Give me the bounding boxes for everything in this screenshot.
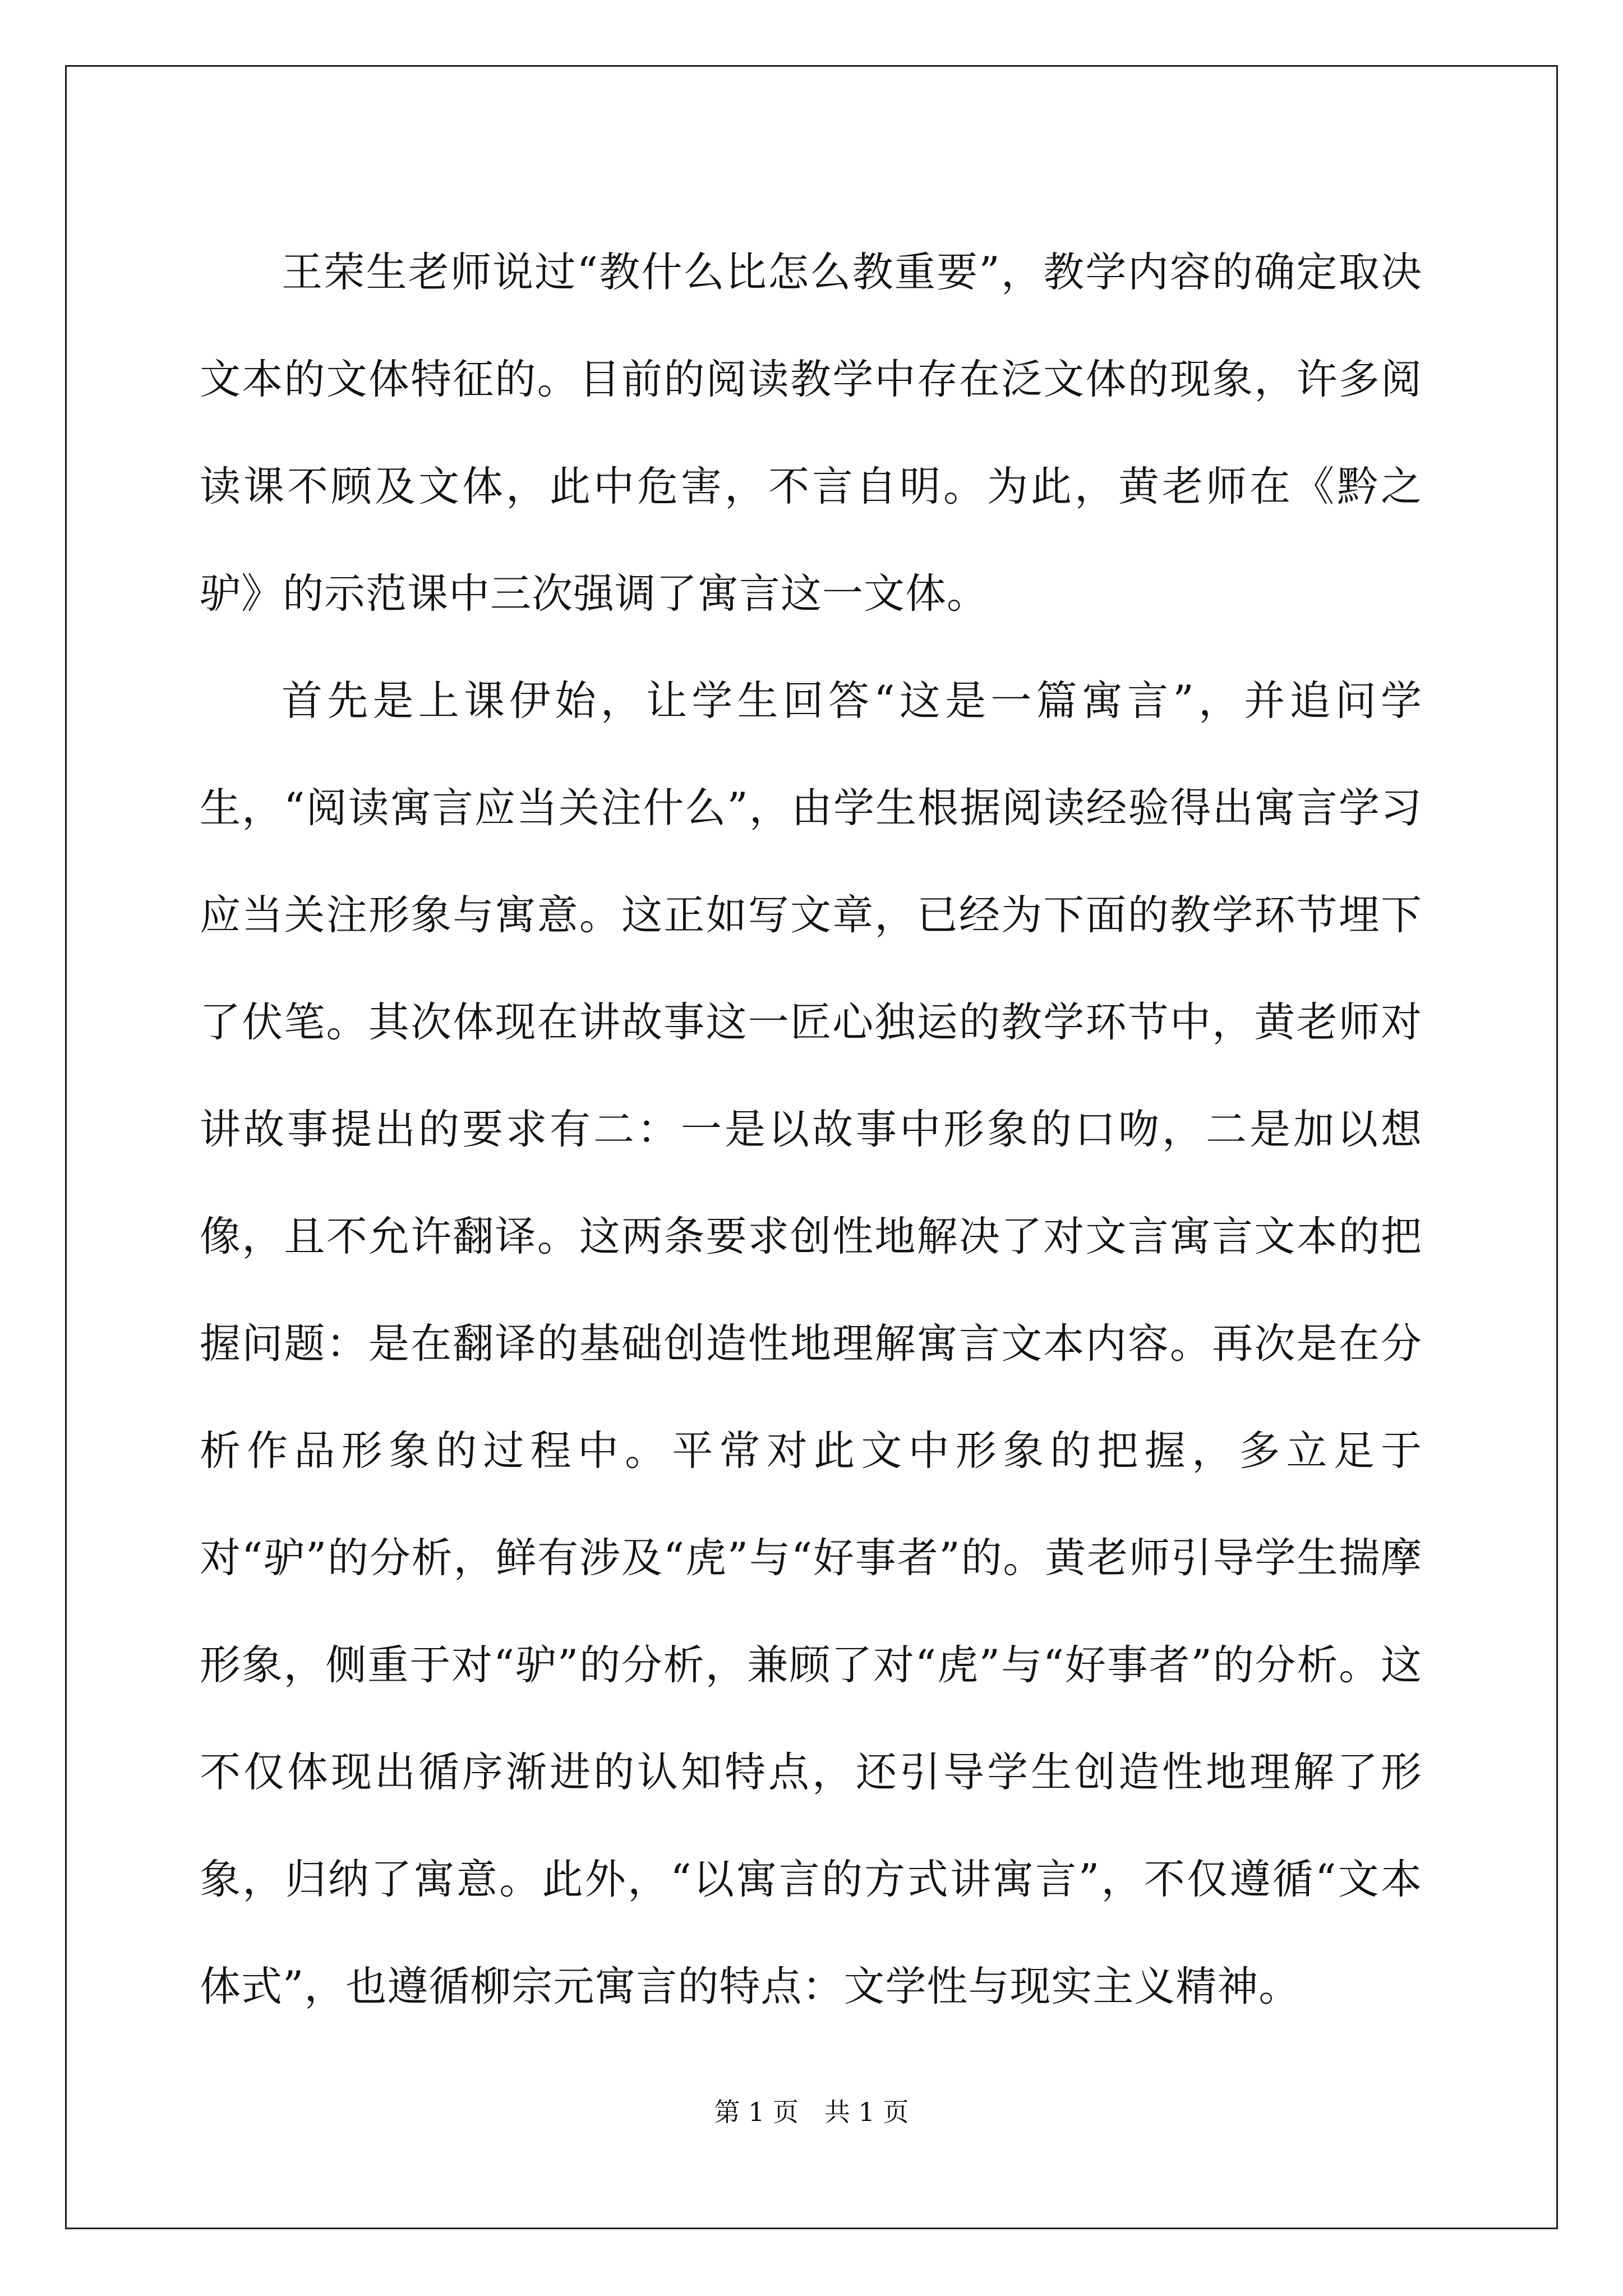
paragraph-1: 王荣生老师说过“教什么比怎么教重要”，教学内容的确定取决文本的文体特征的。目前的阅读教学中存在泛文体的现象，许多阅读课不顾及文体，此中危害，不言自明。为此，黄老师在《黔之驴》的示范课中三次强调了寓言这一文体。	[200, 249, 1422, 618]
page-number-footer: 第 1 页 共 1 页	[714, 2097, 909, 2127]
document-body	[200, 219, 1422, 2040]
paragraph-2: 首先是上课伊始，让学生回答“这是一篇寓言”，并追问学生，“阅读寓言应当关注什么”，由学生根据阅读经验得出寓言学习应当关注形象与寓意。这正如写文章，已经为下面的教学环节埋下了伏笔。其次体现在讲故事这一匠心独运的教学环节中，黄老师对讲故事提出的要求有二：一是以故事中形象的口吻，二是加以想像，且不允许翻译。这两条要求创性地解决了对文言寓言文本的把握问题：是在翻译的基础创造性地理解寓言文本内容。再次是在分析作品形象的过程中。平常对此文中形象的把握，多立足于对“驴”的分析，鲜有涉及“虎”与“好事者”的。黄老师引导学生揣摩形象，侧重于对“驴”的分析，兼顾了对“虎”与“好事者”的分析。这不仅体现出循序渐进的认知特点，还引导学生创造性地理解了形象，归纳了寓意。此外，“以寓言的方式讲寓言”，不仅遵循“文本体式”，也遵循柳宗元寓言的特点：文学性与现实主义精神。	[200, 677, 1422, 2010]
